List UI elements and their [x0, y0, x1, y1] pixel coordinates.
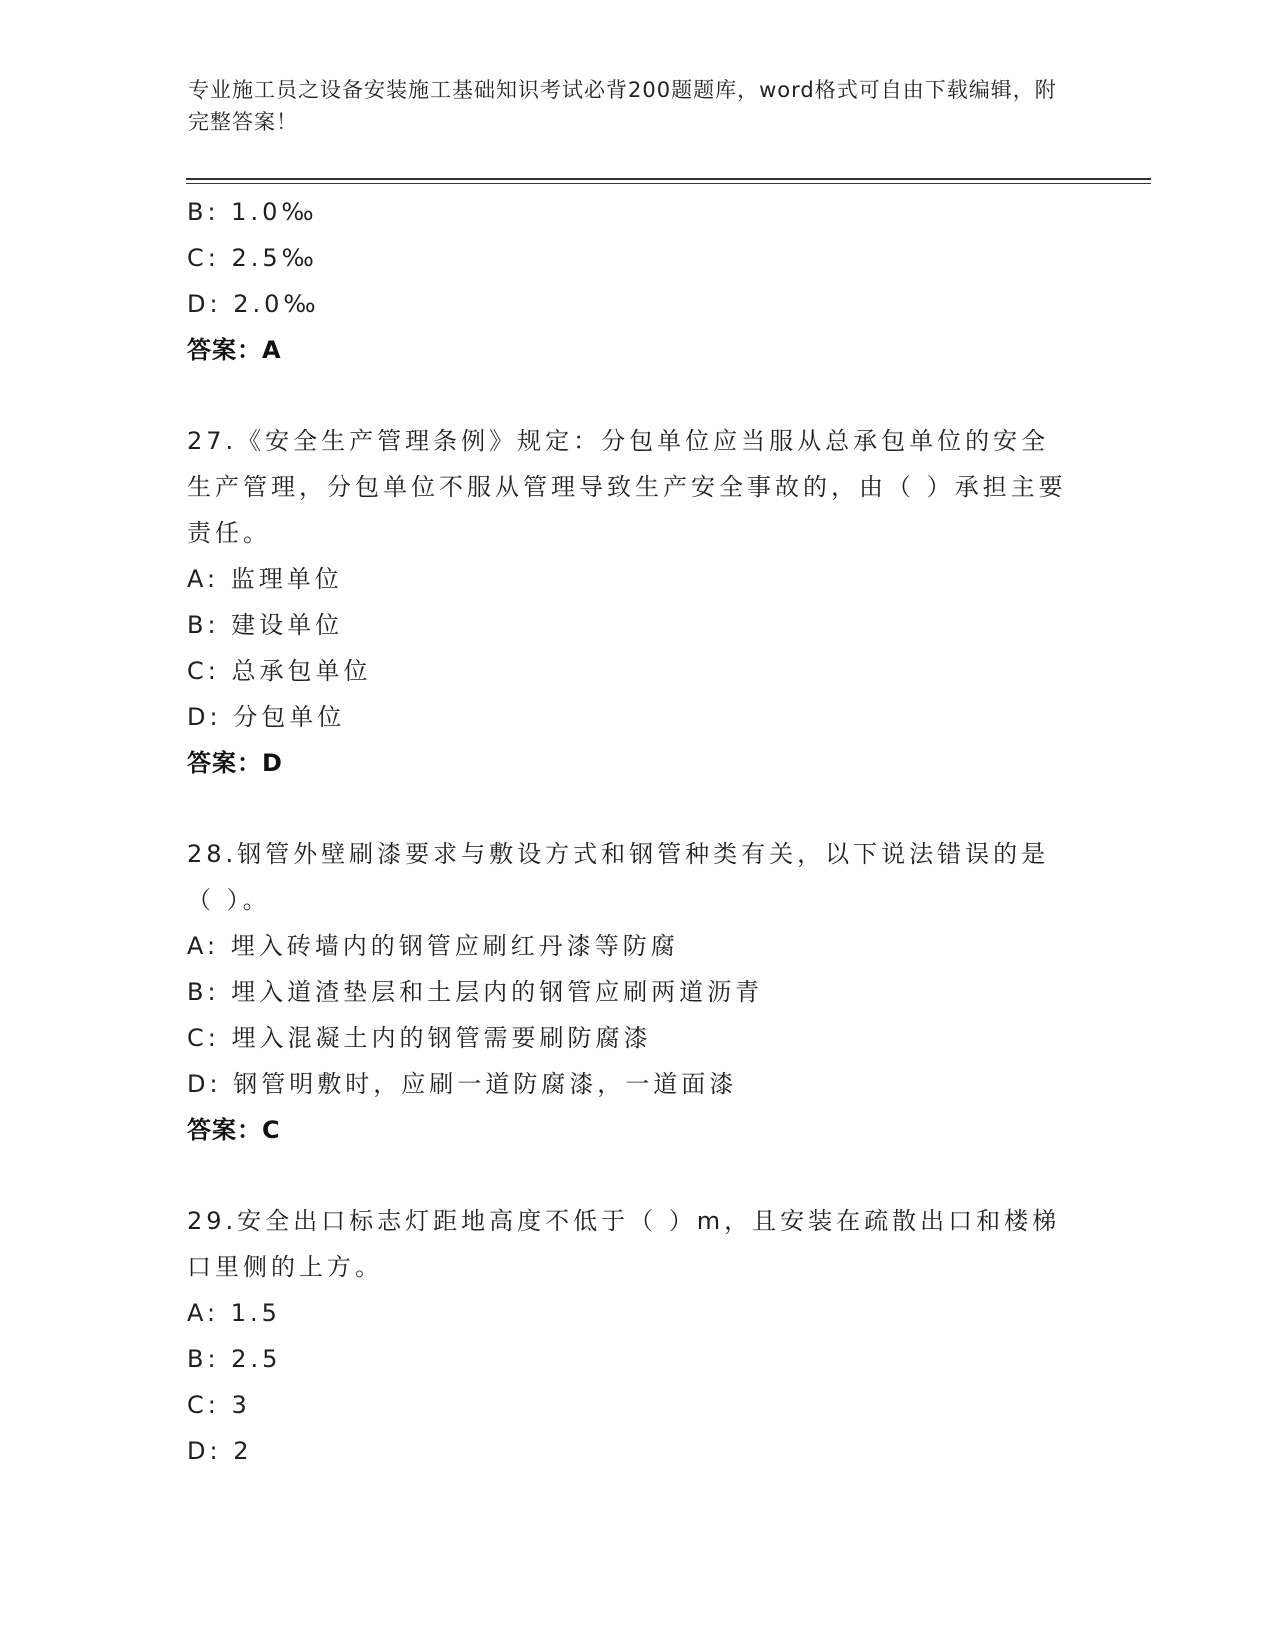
- question-27: [187, 418, 1077, 786]
- answer: 答案：A: [187, 336, 282, 364]
- option-c: C: 总承包单位: [187, 657, 372, 685]
- header-rule-thin: [186, 183, 1151, 184]
- question-stem: 27.《安全生产管理条例》规定：分包单位应当服从总承包单位的安全生产管理，分包单位不服从管理导致生产安全事故的，由（ ）承担主要责任。: [187, 427, 1067, 547]
- question-stem: 28.钢管外壁刷漆要求与敷设方式和钢管种类有关，以下说法错误的是（ ）。: [187, 840, 1050, 914]
- question-list: [187, 189, 1077, 1474]
- answer: 答案：D: [187, 749, 283, 777]
- question-26: [187, 189, 1077, 373]
- question-28: [187, 831, 1077, 1153]
- option-a: A: 监理单位: [187, 565, 343, 593]
- option-a: A: 埋入砖墙内的钢管应刷红丹漆等防腐: [187, 932, 679, 960]
- answer: 答案：C: [187, 1116, 281, 1144]
- option-b: B: 2.5: [187, 1345, 282, 1373]
- spacer: [187, 786, 1077, 831]
- question-29: [187, 1198, 1077, 1474]
- page-header: 专业施工员之设备安装施工基础知识考试必背200题题库，word格式可自由下载编辑，附完整答案！: [188, 78, 1057, 134]
- option-c: C: 埋入混凝土内的钢管需要刷防腐漆: [187, 1024, 652, 1052]
- option-d: D: 钢管明敷时，应刷一道防腐漆，一道面漆: [187, 1070, 738, 1098]
- option-b: B: 建设单位: [187, 611, 344, 639]
- spacer: [187, 373, 1077, 418]
- option-d: D: 分包单位: [187, 703, 346, 731]
- option-c: C: 3: [187, 1391, 251, 1419]
- option-d: D: 2: [187, 1437, 253, 1465]
- option-c: C: 2.5‰: [187, 244, 318, 272]
- spacer: [187, 1153, 1077, 1198]
- option-b: B: 1.0‰: [187, 198, 318, 226]
- question-stem: 29.安全出口标志灯距地高度不低于（ ）m，且安装在疏散出口和楼梯口里侧的上方。: [187, 1207, 1061, 1281]
- option-b: B: 埋入道渣垫层和土层内的钢管应刷两道沥青: [187, 978, 764, 1006]
- option-d: D: 2.0‰: [187, 290, 320, 318]
- header-rule-thick: [186, 178, 1151, 180]
- option-a: A: 1.5: [187, 1299, 281, 1327]
